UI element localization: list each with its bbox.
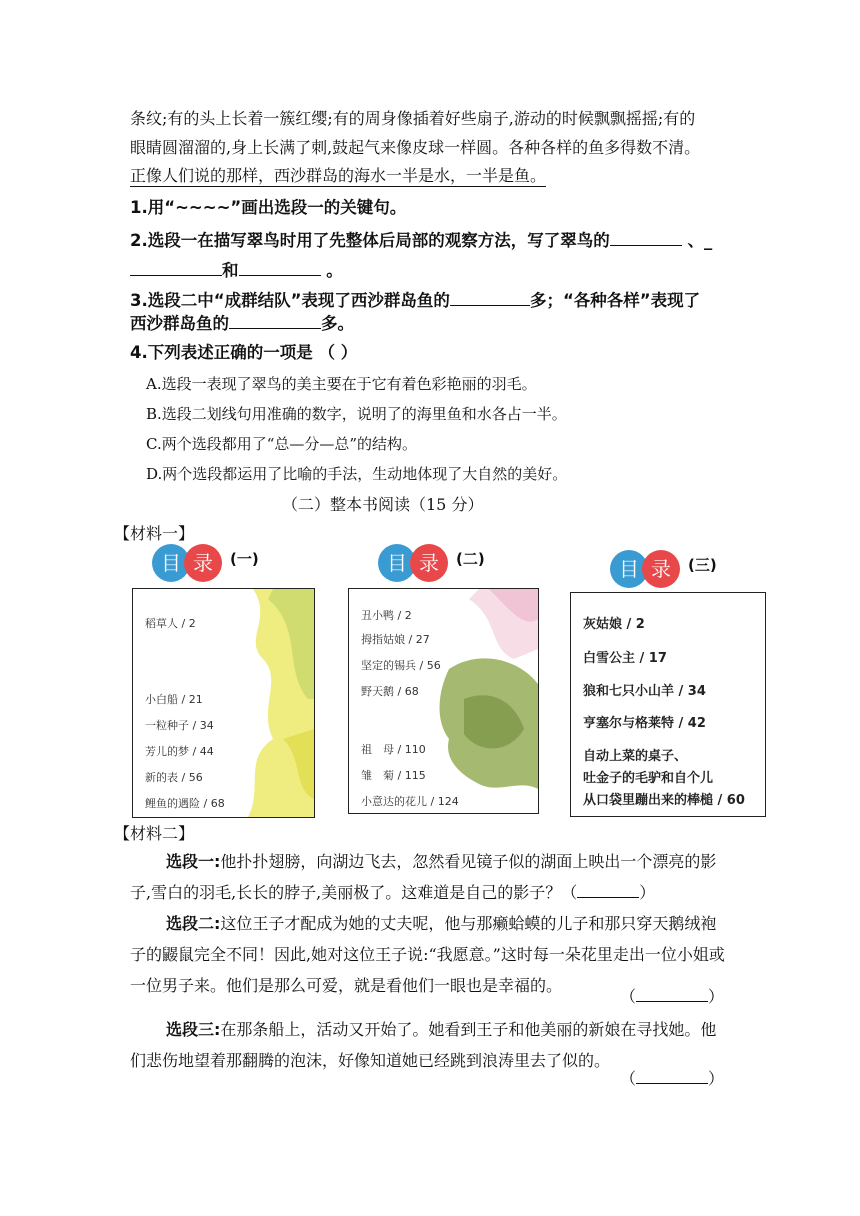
answer-paren[interactable]: （ ） — [620, 987, 725, 1006]
question-2-and: 和 — [222, 261, 239, 280]
question-2-text: 2.选段一在描写翠鸟时用了先整体后局部的观察方法，写了翠鸟的 — [130, 231, 610, 250]
question-2-cont — [130, 259, 343, 282]
volume-number: (一) — [230, 550, 259, 568]
mu-icon: 目 — [610, 550, 648, 588]
answer-blank[interactable] — [229, 312, 321, 329]
question-3 — [130, 289, 700, 312]
option-d[interactable]: D.两个选段都运用了比喻的手法，生动地体现了大自然的美好。 — [146, 465, 568, 483]
answer-paren[interactable]: （ ） — [620, 1069, 725, 1088]
material-1-label: 【材料一】 — [114, 524, 195, 543]
option-b[interactable]: B.选段二划线句用准确的数字，说明了的海里鱼和水各占一半。 — [146, 405, 567, 423]
answer-blank[interactable] — [450, 289, 530, 306]
question-2-end: 。 — [326, 261, 343, 280]
question-4-paren[interactable]: （ ） — [318, 343, 358, 362]
mu-icon: 目 — [378, 544, 416, 582]
toc-entry[interactable]: 新的表 / 56 — [145, 771, 203, 784]
question-3-cont — [130, 312, 354, 335]
passage-line-3 — [130, 165, 546, 187]
answer-paren[interactable]: （ ） — [561, 883, 656, 902]
lu-icon: 录 — [410, 544, 448, 582]
toc-box-2 — [348, 588, 539, 814]
excerpt-1 — [130, 846, 730, 908]
mu-icon: 目 — [152, 544, 190, 582]
answer-blank[interactable] — [239, 259, 321, 276]
section-heading: （二）整本书阅读（15 分） — [282, 495, 484, 514]
toc-entry[interactable]: 小意达的花儿 / 124 — [361, 795, 459, 808]
option-a[interactable]: A.选段一表现了翠鸟的美主要在于它有着色彩艳丽的羽毛。 — [146, 375, 537, 393]
toc-entry[interactable]: 鲤鱼的遇险 / 68 — [145, 797, 225, 810]
toc-entry[interactable]: 芳儿的梦 / 44 — [145, 745, 214, 758]
toc-entry[interactable]: 白雪公主 / 17 — [583, 651, 667, 666]
toc-entry[interactable]: 小白船 / 21 — [145, 693, 203, 706]
question-3-text-d: 多。 — [321, 314, 354, 333]
toc-entry[interactable]: 野天鹅 / 68 — [361, 685, 419, 698]
question-1: 1.用“~~~~”画出选段一的关键句。 — [130, 198, 407, 217]
question-4 — [130, 342, 357, 364]
excerpt-label: 选段三: — [166, 1020, 221, 1039]
answer-blank[interactable] — [610, 229, 682, 246]
toc-entry[interactable]: 祖 母 / 110 — [361, 743, 426, 756]
toc-entry[interactable]: 亨塞尔与格莱特 / 42 — [583, 716, 706, 731]
toc-entry[interactable]: 狼和七只小山羊 / 34 — [583, 684, 706, 699]
toc-entry[interactable]: 灰姑娘 / 2 — [583, 617, 645, 632]
question-2-sep: 、_ — [687, 231, 713, 250]
toc-entry[interactable]: 从口袋里蹦出来的棒槌 / 60 — [583, 793, 745, 808]
material-2-label: 【材料二】 — [114, 824, 195, 843]
toc-badge-1 — [152, 544, 272, 584]
toc-badge-2 — [378, 544, 498, 584]
toc-entry[interactable]: 自动上菜的桌子、 — [583, 749, 688, 764]
question-4-text: 4.下列表述正确的一项是 — [130, 343, 313, 362]
passage-line-2: 眼睛圆溜溜的,身上长满了刺,鼓起气来像皮球一样圆。各种各样的鱼多得数不清。 — [130, 138, 701, 157]
volume-number: (二) — [456, 550, 485, 568]
answer-blank[interactable] — [130, 259, 222, 276]
lu-icon: 录 — [184, 544, 222, 582]
toc-box-1 — [132, 588, 315, 818]
toc-entry[interactable]: 坚定的锡兵 / 56 — [361, 659, 441, 672]
toc-entry[interactable]: 一粒种子 / 34 — [145, 719, 214, 732]
toc-entry[interactable]: 稻草人 / 2 — [145, 617, 196, 630]
toc-box-3 — [570, 592, 766, 817]
question-3-text-a: 3.选段二中“成群结队”表现了西沙群岛鱼的 — [130, 291, 450, 310]
toc-entry[interactable]: 丑小鸭 / 2 — [361, 609, 412, 622]
volume-number: (三) — [688, 556, 717, 574]
toc-entry[interactable]: 拇指姑娘 / 27 — [361, 633, 430, 646]
option-c[interactable]: C.两个选段都用了“总—分—总”的结构。 — [146, 435, 418, 453]
excerpt-label: 选段一: — [166, 852, 221, 871]
underlined-sentence: 正像人们说的那样，西沙群岛的海水一半是水，一半是鱼。 — [130, 166, 547, 185]
excerpt-text: 在那条船上，活动又开始了。她看到王子和他美丽的新娘在寻找她。他们悲伤地望着那翻腾的泡沫，好像知道她已经跳到浪涛里去了似的。 — [130, 1020, 717, 1070]
excerpt-text: 这位王子才配成为她的丈夫呢，他与那癞蛤蟆的儿子和那只穿天鹅绒袍子的鼹鼠完全不同！因此,她对这位王子说:“我愿意。”这时每一朵花里走出一位小姐或一位男子来。他们是那么可爱，就是看他们一眼也是幸福的。 — [130, 914, 725, 995]
toc-entry[interactable]: 雏 菊 / 115 — [361, 769, 426, 782]
toc-entry[interactable]: 吐金子的毛驴和自个儿 — [583, 771, 714, 786]
question-3-text-c: 西沙群岛鱼的 — [130, 314, 229, 333]
toc-badge-3 — [610, 550, 730, 590]
passage-line-1: 条纹;有的头上长着一簇红缨;有的周身像插着好些扇子,游动的时候飘飘摇摇;有的 — [130, 109, 696, 128]
excerpt-text: 他扑扑翅膀，向湖边飞去，忽然看见镜子似的湖面上映出一个漂亮的影子,雪白的羽毛,长长的脖子,美丽极了。这难道是自己的影子？ — [130, 852, 717, 902]
question-2 — [130, 229, 712, 252]
question-3-text-b: 多；“各种各样”表现了 — [529, 291, 701, 310]
lu-icon: 录 — [642, 550, 680, 588]
excerpt-label: 选段二: — [166, 914, 221, 933]
